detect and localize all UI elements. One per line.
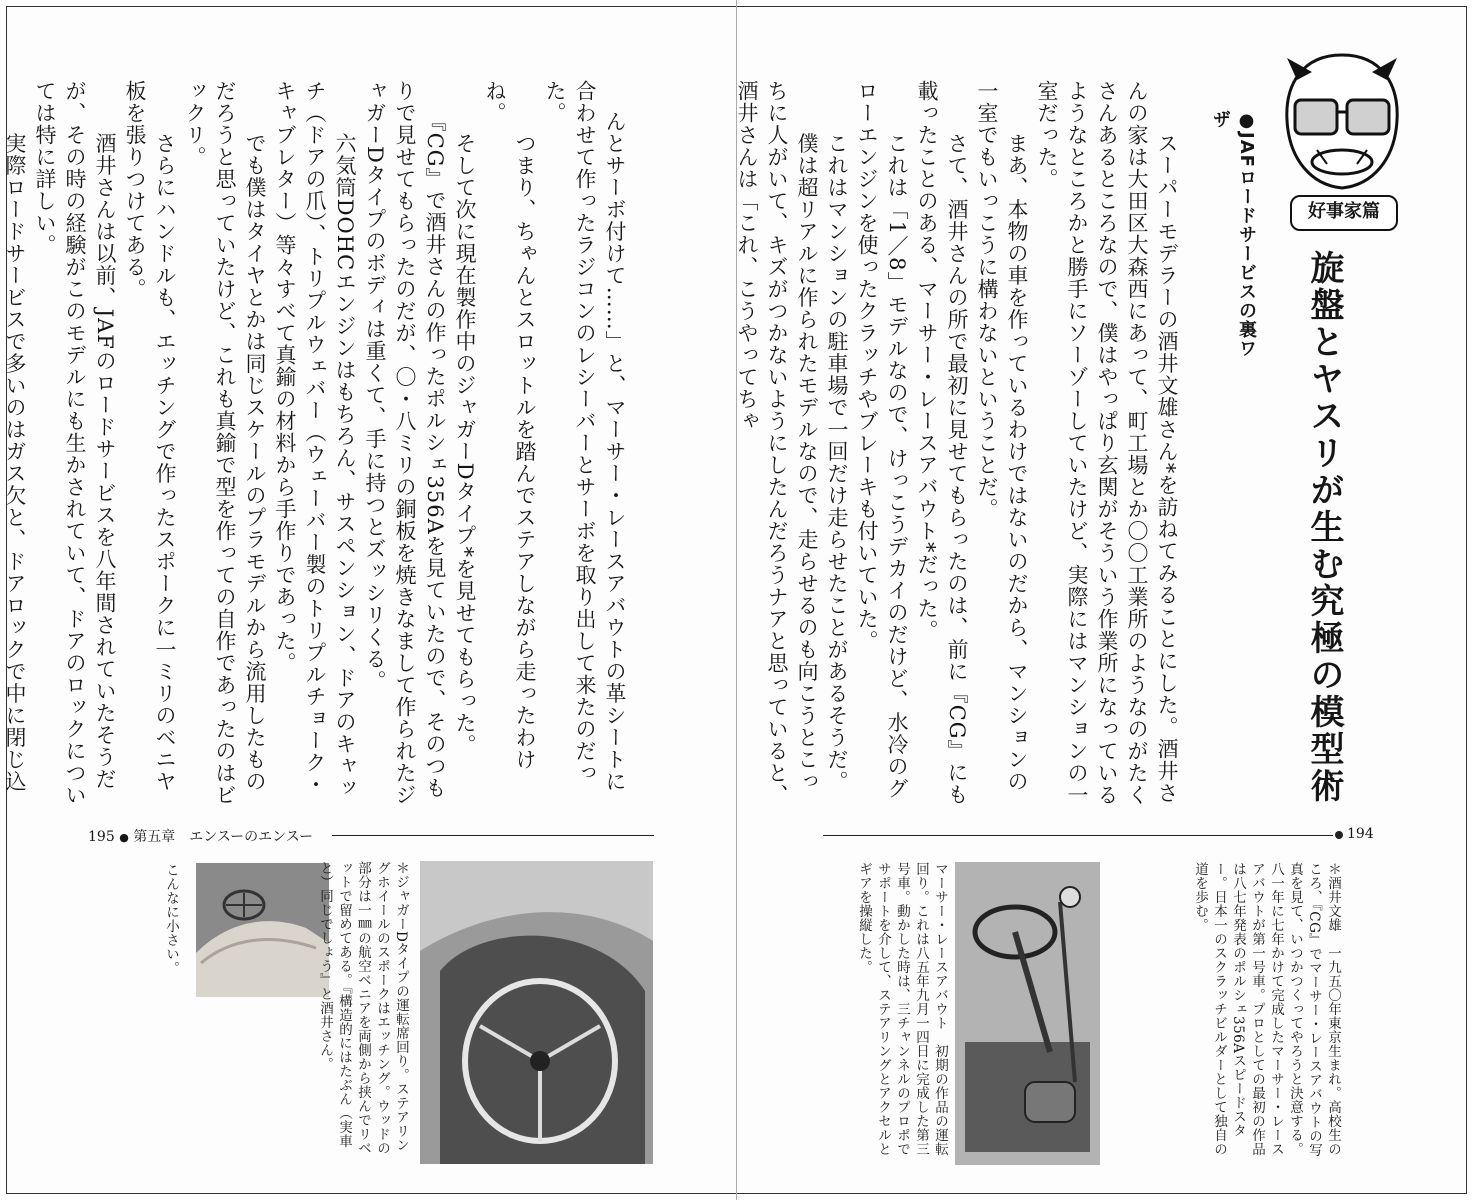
paragraph: これはマンションの駐車場で一回だけ走らせたことがあるそうだ。	[825, 110, 849, 793]
paragraph: さて、酒井さんの所で最初に見せてもらったのは、前に『CG』にも載ったことのある、マーサー・レースアバウト*だった。	[915, 80, 969, 806]
note-sakai: ＊酒井文雄 一九五〇年東京生まれ。高校生のころ、『CG』でマーサー・レースアバウトの写真を見て、いつかつくってやろうと決意する。八一年に七年かけて完成したマーサー・レースアバウトが第一号車。プロとしての最初の作品は八七年発表のポルシェ356Aスピードスター。日本一のスクラッチビルダーとして独自の道を歩む。	[1192, 862, 1341, 1158]
jaguar-cockpit-illustration	[420, 861, 653, 1164]
paragraph: つまり、ちゃんとスロットルを踏んでステアしながら走ったわけね。	[483, 80, 537, 771]
photo-small-wheel	[196, 863, 329, 997]
left-page	[0, 0, 736, 1200]
folio-dot	[1335, 831, 1343, 839]
caption-small: こんなに小さい。	[163, 863, 179, 975]
note-mercer: マーサー・レースアバウト 初期の作品の運転回り。これは八五年九月一四日に完成した第三号車。動かした時は、三チャンネルのプロポでサポートを介して、ステアリングとアクセルとギアを操縦した。	[856, 862, 948, 1156]
section-subhead: ●JAFロードサービスの裏ワザ	[1210, 110, 1257, 358]
running-rule-left	[332, 835, 654, 836]
caption-jaguar: ＊ジャガーDタイプの運転席回り。ステアリングホイールのスポークはエッチング。ウッドの部分は一㎜の航空ベニアを両側から挟んでリベットで留めてある。『構造的にはたぶん（実車と）同じでしょう』と酒井さん。	[317, 861, 409, 1155]
running-head-left: 195 ● 第五章 エンスーのエンスー	[88, 829, 314, 845]
paragraph: 六気筒DOHCエンジンはもちろん、サスペンション、ドアのキャッチ（ドアの爪）、トリプルウェバー（ウェーバー製のトリプルチョーク・キャブレター）等々すべて真鍮の材料から手作りであった。	[273, 80, 357, 800]
photo-jaguar-cockpit	[420, 861, 653, 1164]
photo-mercer-cockpit	[955, 862, 1100, 1165]
paragraph: んとサーボ付けて……」と、マーサー・レースアバウトの革シートに合わせて作ったラジコンのレシーバーとサーボを取り出して来たのだった。	[543, 80, 627, 793]
paragraph: 酒井さんは以前、JAFのロードサービスを八年間されていたそうだが、その時の経験がこのモデルにも生かされていて、ドアのロックについては特に詳しい。	[33, 80, 117, 806]
paragraph: でも僕はタイヤとかは同じスケールのプラモデルから流用したものだろうと思っていたけど、これも真鍮で型を作っての自作であったのはビックリ。	[183, 80, 267, 806]
running-rule-right	[823, 835, 1333, 836]
folio-left: 195	[88, 829, 115, 845]
mascot-face-icon	[1277, 50, 1407, 195]
paragraph: さらにハンドルも、エッチングで作ったスポークに一ミリのベニヤ板を張りつけてある。	[123, 80, 177, 793]
paragraph: 僕は超リアルに作られたモデルなので、走らせるのも向こうとこっちに人がいて、キズがつかないようにしたんだろうナアと思っていると、酒井さんは「これ、こうやってちゃ	[735, 80, 819, 806]
paragraph: 『CG』で酒井さんの作ったポルシェ356Aを見ていたので、そのつもりで見せてもらったのだが、〇・八ミリの銅板を焼きなまして作られたジャガーDタイプのボディは重くて、手に持つとズッシリくる。	[363, 80, 447, 806]
paragraph: 実際ロードサービスで多いのはガス欠と、ドアロックで中に閉じ込	[3, 132, 27, 793]
mascot-illustration	[1277, 50, 1407, 195]
paragraph: これは「1／8」モデルなので、けっこうデカイのだけど、水冷のグローエンジンを使ったクラッチやブレーキも付いていた。	[855, 80, 909, 800]
section-badge: 好事家篇	[1290, 195, 1398, 231]
right-page	[737, 0, 1473, 1200]
paragraph: そして次に現在製作中のジャガーDタイプ*を見せてもらった。	[453, 110, 477, 757]
article-title: 旋盤とヤスリが生む究極の模型術	[1304, 250, 1344, 805]
left-body-text	[3, 80, 660, 810]
folio-right: 194	[1347, 826, 1374, 842]
hand-with-wheel-illustration	[196, 863, 329, 997]
right-body-text	[735, 80, 1212, 810]
mercer-cockpit-illustration	[955, 862, 1100, 1165]
chapter-title: 第五章 エンスーのエンスー	[133, 829, 314, 845]
paragraph: まあ、本物の車を作っているわけではないのだから、マンションの一室でもいっこうに構わないということだ。	[975, 80, 1029, 793]
paragraph: スーパーモデラーの酒井文雄さん*を訪ねてみることにした。酒井さんの家は大田区大森西にあって、町工場とか〇〇工業所のようなのがたくさんあるところなので、僕はやっぱり玄関がそういう作業所になっているようなところかと勝手にソーゾーしていたけど、実際にはマンションの一室だった。	[1035, 80, 1179, 806]
